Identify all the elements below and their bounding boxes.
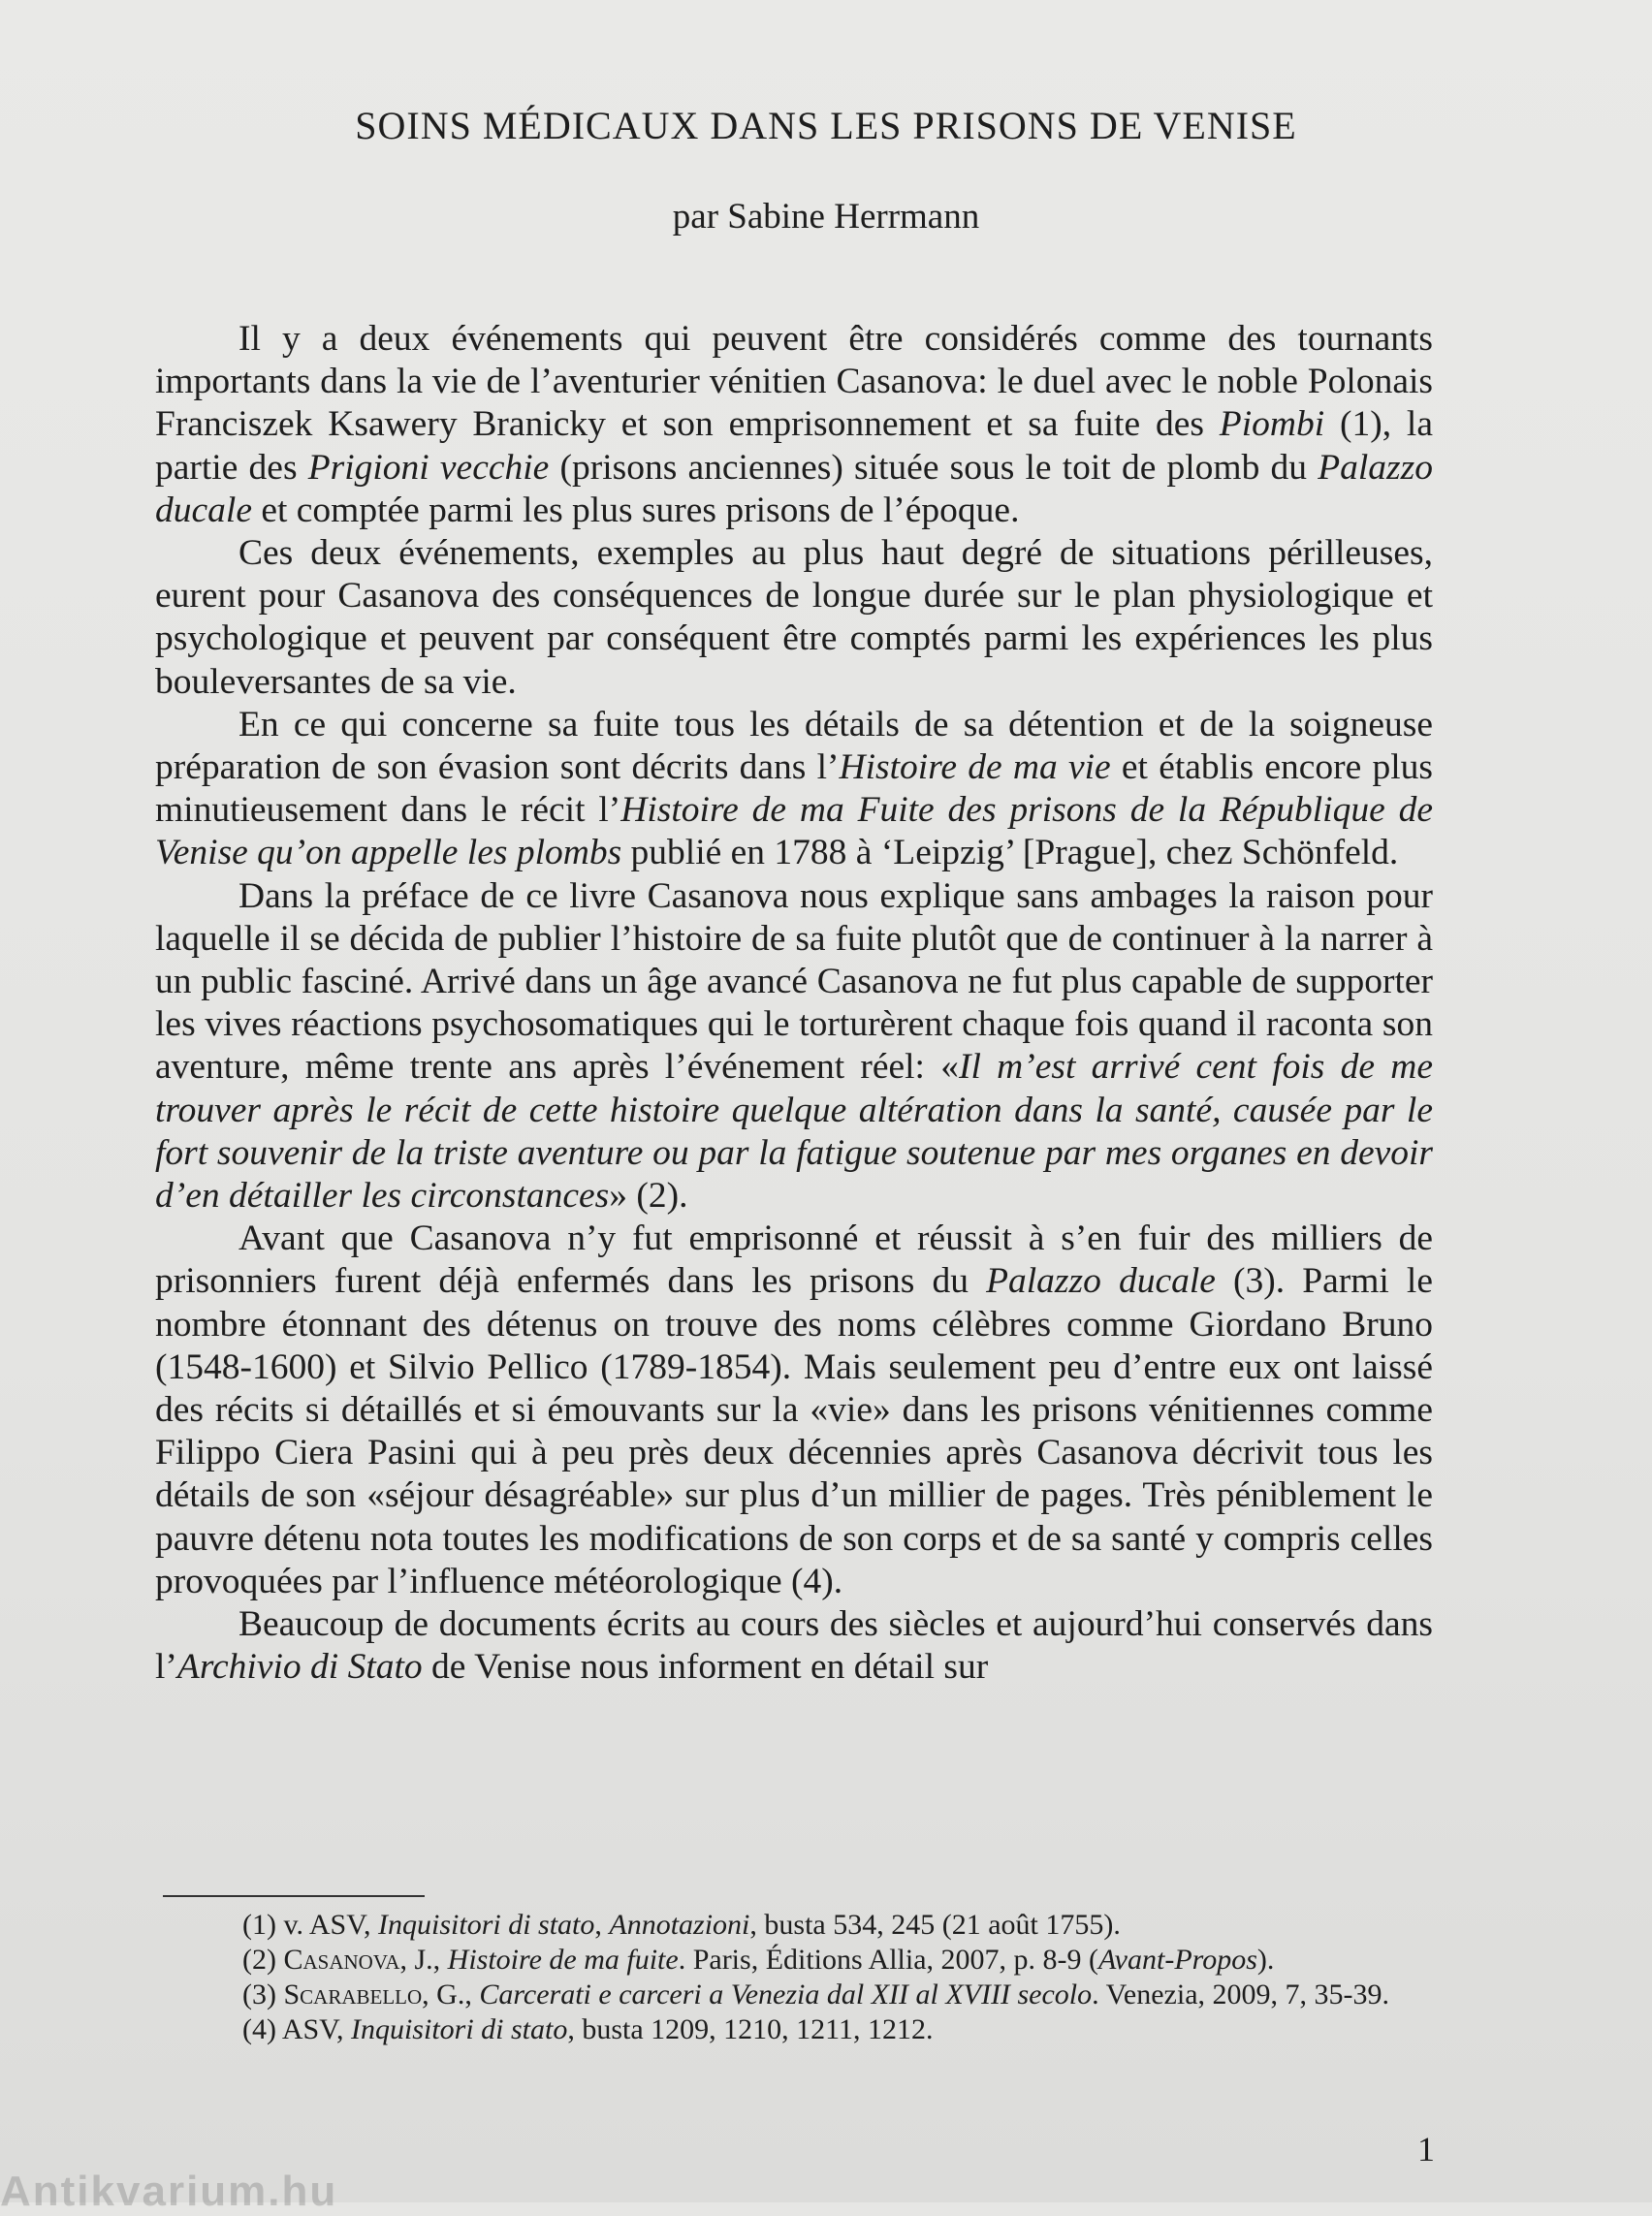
paragraph [155, 704, 1433, 875]
paragraph-text: publié en 1788 à ‘Leipzig’ [Prague], chez Schönfeld. [621, 833, 1399, 873]
paragraph-text: et comptée parmi les plus sures prisons de l’époque. [251, 490, 1020, 530]
paragraph [155, 1603, 1433, 1689]
paragraph [155, 875, 1433, 1219]
paragraph-italic-text: Histoire de ma vie [839, 747, 1111, 788]
footnote-text: , J., [399, 1944, 448, 1976]
article-body [155, 318, 1433, 1690]
paragraph-text: Il y a deux événements qui peuvent être considérés comme des tournants importants dans la vie de l’aventurier vénitien Casanova: le duel avec le noble Polonais Franciszek Ksawery Branicky et son emprisonnement et sa fuite des [155, 319, 1433, 445]
paragraph-text: En ce qui concerne sa fuite tous les détails de sa détention et de la soigneuse préparation de son évasion sont décrits dans l’ [155, 704, 1433, 788]
footnote [155, 1978, 1454, 2012]
footnote [155, 1908, 1454, 1943]
page-number: 1 [1417, 2130, 1435, 2169]
footnote-text: , G., [422, 1979, 480, 2010]
paragraph-italic-text: Prigioni vecchie [307, 447, 550, 488]
footnote [155, 1943, 1454, 1978]
footnote-italic-text: Annotazioni [609, 1909, 750, 1941]
footnote-author-name: Scarabello [283, 1979, 423, 2010]
paragraph-italic-text: Palazzo ducale [986, 1261, 1216, 1302]
footnote-text: (4) ASV, [242, 2013, 351, 2045]
paragraph-text: Beaucoup de documents écrits au cours des siècles et aujourd’hui conservés dans l’ [155, 1604, 1433, 1688]
paragraph-text: Dans la préface de ce livre Casanova nous explique sans ambages la raison pour laquelle il se décida de publier l’histoire de sa fuite plutôt que de continuer à la narrer à un public fasciné. Arrivé dans un âge avancé Casanova ne fut plus capable de supporter les vives réactions psychosomatiques qui le torturèrent chaque fois quand il raconta son aventure, même trente ans après l’événement réel: « [155, 875, 1433, 1088]
footnote-text: (3) [242, 1979, 284, 2010]
paragraph-italic-text: Piombi [1219, 404, 1325, 445]
paragraph-italic-text: Archivio di Stato [176, 1647, 423, 1688]
paragraph-italic-text: Il m’est arrivé cent fois de me trouver après le récit de cette histoire quelque altération dans la santé, causée par le fort souvenir de la triste aventure ou par la fatigue soutenue par mes organes en devoir d’en détailler les circonstances [155, 1047, 1433, 1217]
paragraph-text: » (2). [609, 1176, 688, 1217]
footnote-text: . Paris, Éditions Allia, 2007, p. 8-9 ( [678, 1944, 1099, 1976]
paragraph [155, 532, 1433, 704]
watermark-logo: Antikvarium.hu [0, 2168, 338, 2215]
footnote [155, 2012, 1454, 2047]
paragraph-text: Ces deux événements, exemples au plus haut degré de situations périlleuses, eurent pour Casanova des conséquences de longue durée sur le plan physiologique et psychologique et peuvent par conséquent être comptés parmi les expériences les plus bouleversantes de sa vie. [155, 533, 1433, 702]
paragraph-text: (prisons anciennes) située sous le toit de plomb du [549, 447, 1318, 488]
footnote-text: , busta 534, 245 (21 août 1755). [749, 1909, 1121, 1941]
article-title: SOINS MÉDICAUX DANS LES PRISONS DE VENISE [355, 104, 1297, 147]
footnote-author-name: Casanova [283, 1944, 400, 1976]
paragraph-text: (3). Parmi le nombre étonnant des détenus on trouve des noms célèbres comme Giordano Bruno (1548-1600) et Silvio Pellico (1789-1854). Mais seulement peu d’entre eux ont laissé des récits si détaillés et si émouvants sur la «vie» dans les prisons vénitiennes comme Filippo Ciera Pasini qui à peu près deux décennies après Casanova décrivit tous les détails de son «séjour désagréable» sur plus d’un millier de pages. Très péniblement le pauvre détenu nota toutes les modifications de son corps et de sa santé y compris celles provoquées par l’influence météorologique (4). [155, 1261, 1433, 1601]
paragraph-text: Avant que Casanova n’y fut emprisonné et réussit à s’en fuir des milliers de prisonniers furent déjà enfermés dans les prisons du [155, 1219, 1433, 1302]
footnote-divider [163, 1895, 425, 1897]
paragraph-text: (1), la partie des [155, 404, 1433, 488]
footnotes [155, 1908, 1454, 2047]
footnote-italic-text: Avant-Propos [1098, 1944, 1257, 1976]
footnote-text: (1) v. ASV, [242, 1909, 379, 1941]
article-author: par Sabine Herrmann [672, 197, 980, 237]
footnote-italic-text: Carcerati e carceri a Venezia dal XII al XVIII secolo [479, 1979, 1093, 2010]
footnote-italic-text: Inquisitori di stato [378, 1909, 595, 1941]
paragraph [155, 1218, 1433, 1603]
footnote-text: , [594, 1909, 610, 1941]
paragraph-italic-text: Histoire de ma Fuite des prisons de la République de Venise qu’on appelle les plombs [155, 790, 1433, 873]
paragraph-italic-text: Palazzo ducale [155, 447, 1433, 530]
paragraph-text: et établis encore plus minutieusement dans le récit l’ [155, 747, 1433, 831]
footnote-text: ). [1256, 1944, 1275, 1976]
paragraph-text: de Venise nous informent en détail sur [422, 1647, 989, 1688]
footnote-italic-text: Histoire de ma fuite [447, 1944, 679, 1976]
footnote-text: , busta 1209, 1210, 1211, 1212. [567, 2013, 934, 2045]
footnote-italic-text: Inquisitori di stato [350, 2013, 568, 2045]
paragraph [155, 318, 1433, 532]
footnote-text: (2) [242, 1944, 284, 1976]
footnote-text: . Venezia, 2009, 7, 35-39. [1092, 1979, 1389, 2010]
